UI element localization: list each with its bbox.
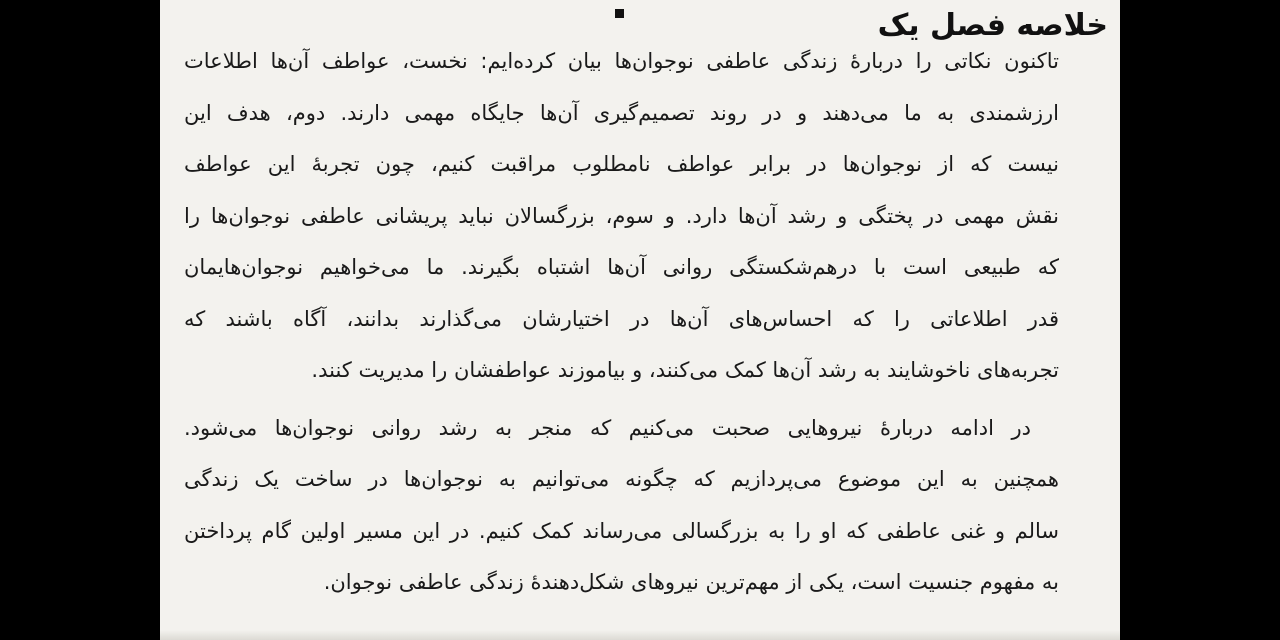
text-line: تجربه‌های ناخوشایند به رشد آن‌ها کمک می‌کنند، و بیاموزند عواطفشان را مدیریت کنند. xyxy=(311,358,1059,382)
text-line: قدر اطلاعاتی را که احساس‌های آن‌ها در اختیارشان می‌گذارند بدانند، آگاه باشند که xyxy=(184,306,1059,331)
text-line: که طبیعی است با درهم‌شکستگی روانی آن‌ها اشتباه بگیرند. ما می‌خواهیم نوجوان‌هایمان xyxy=(184,255,1059,279)
page-marker xyxy=(615,9,624,18)
text-line: سالم و غنی عاطفی که او را به بزرگسالی می‌رساند کمک کنیم. در این مسیر اولین گام پرداختن xyxy=(184,518,1059,543)
chapter-summary-title: خلاصه فصل یک xyxy=(877,8,1108,43)
document-body xyxy=(184,36,1059,609)
text-line: نقش مهمی در پختگی و رشد آن‌ها دارد. و سوم، بزرگسالان نباید پریشانی عاطفی نوجوان‌ها را xyxy=(184,203,1059,228)
document-page xyxy=(160,0,1120,640)
paragraph-1 xyxy=(184,36,1059,397)
text-line: همچنین به این موضوع می‌پردازیم که چگونه می‌توانیم به نوجوان‌ها در ساخت یک زندگی xyxy=(184,467,1059,491)
paragraph-2 xyxy=(184,403,1059,609)
text-line: نیست که از نوجوان‌ها در برابر عواطف نامطلوب مراقبت کنیم، چون تجربهٔ این عواطف xyxy=(184,152,1059,176)
page-bottom-shadow xyxy=(160,630,1120,640)
text-line: در ادامه دربارهٔ نیروهایی صحبت می‌کنیم که منجر به رشد روانی نوجوان‌ها می‌شود. xyxy=(184,415,1031,440)
text-line: به مفهوم جنسیت است، یکی از مهم‌ترین نیروهای شکل‌دهندهٔ زندگی عاطفی نوجوان. xyxy=(323,570,1059,594)
text-line: تاکنون نکاتی را دربارهٔ زندگی عاطفی نوجوان‌ها بیان کرده‌ایم: نخست، عواطف آن‌ها اطلاعات xyxy=(184,49,1059,73)
text-line: ارزشمندی به ما می‌دهند و در روند تصمیم‌گیری آن‌ها جایگاه مهمی دارند. دوم، هدف این xyxy=(184,100,1059,125)
